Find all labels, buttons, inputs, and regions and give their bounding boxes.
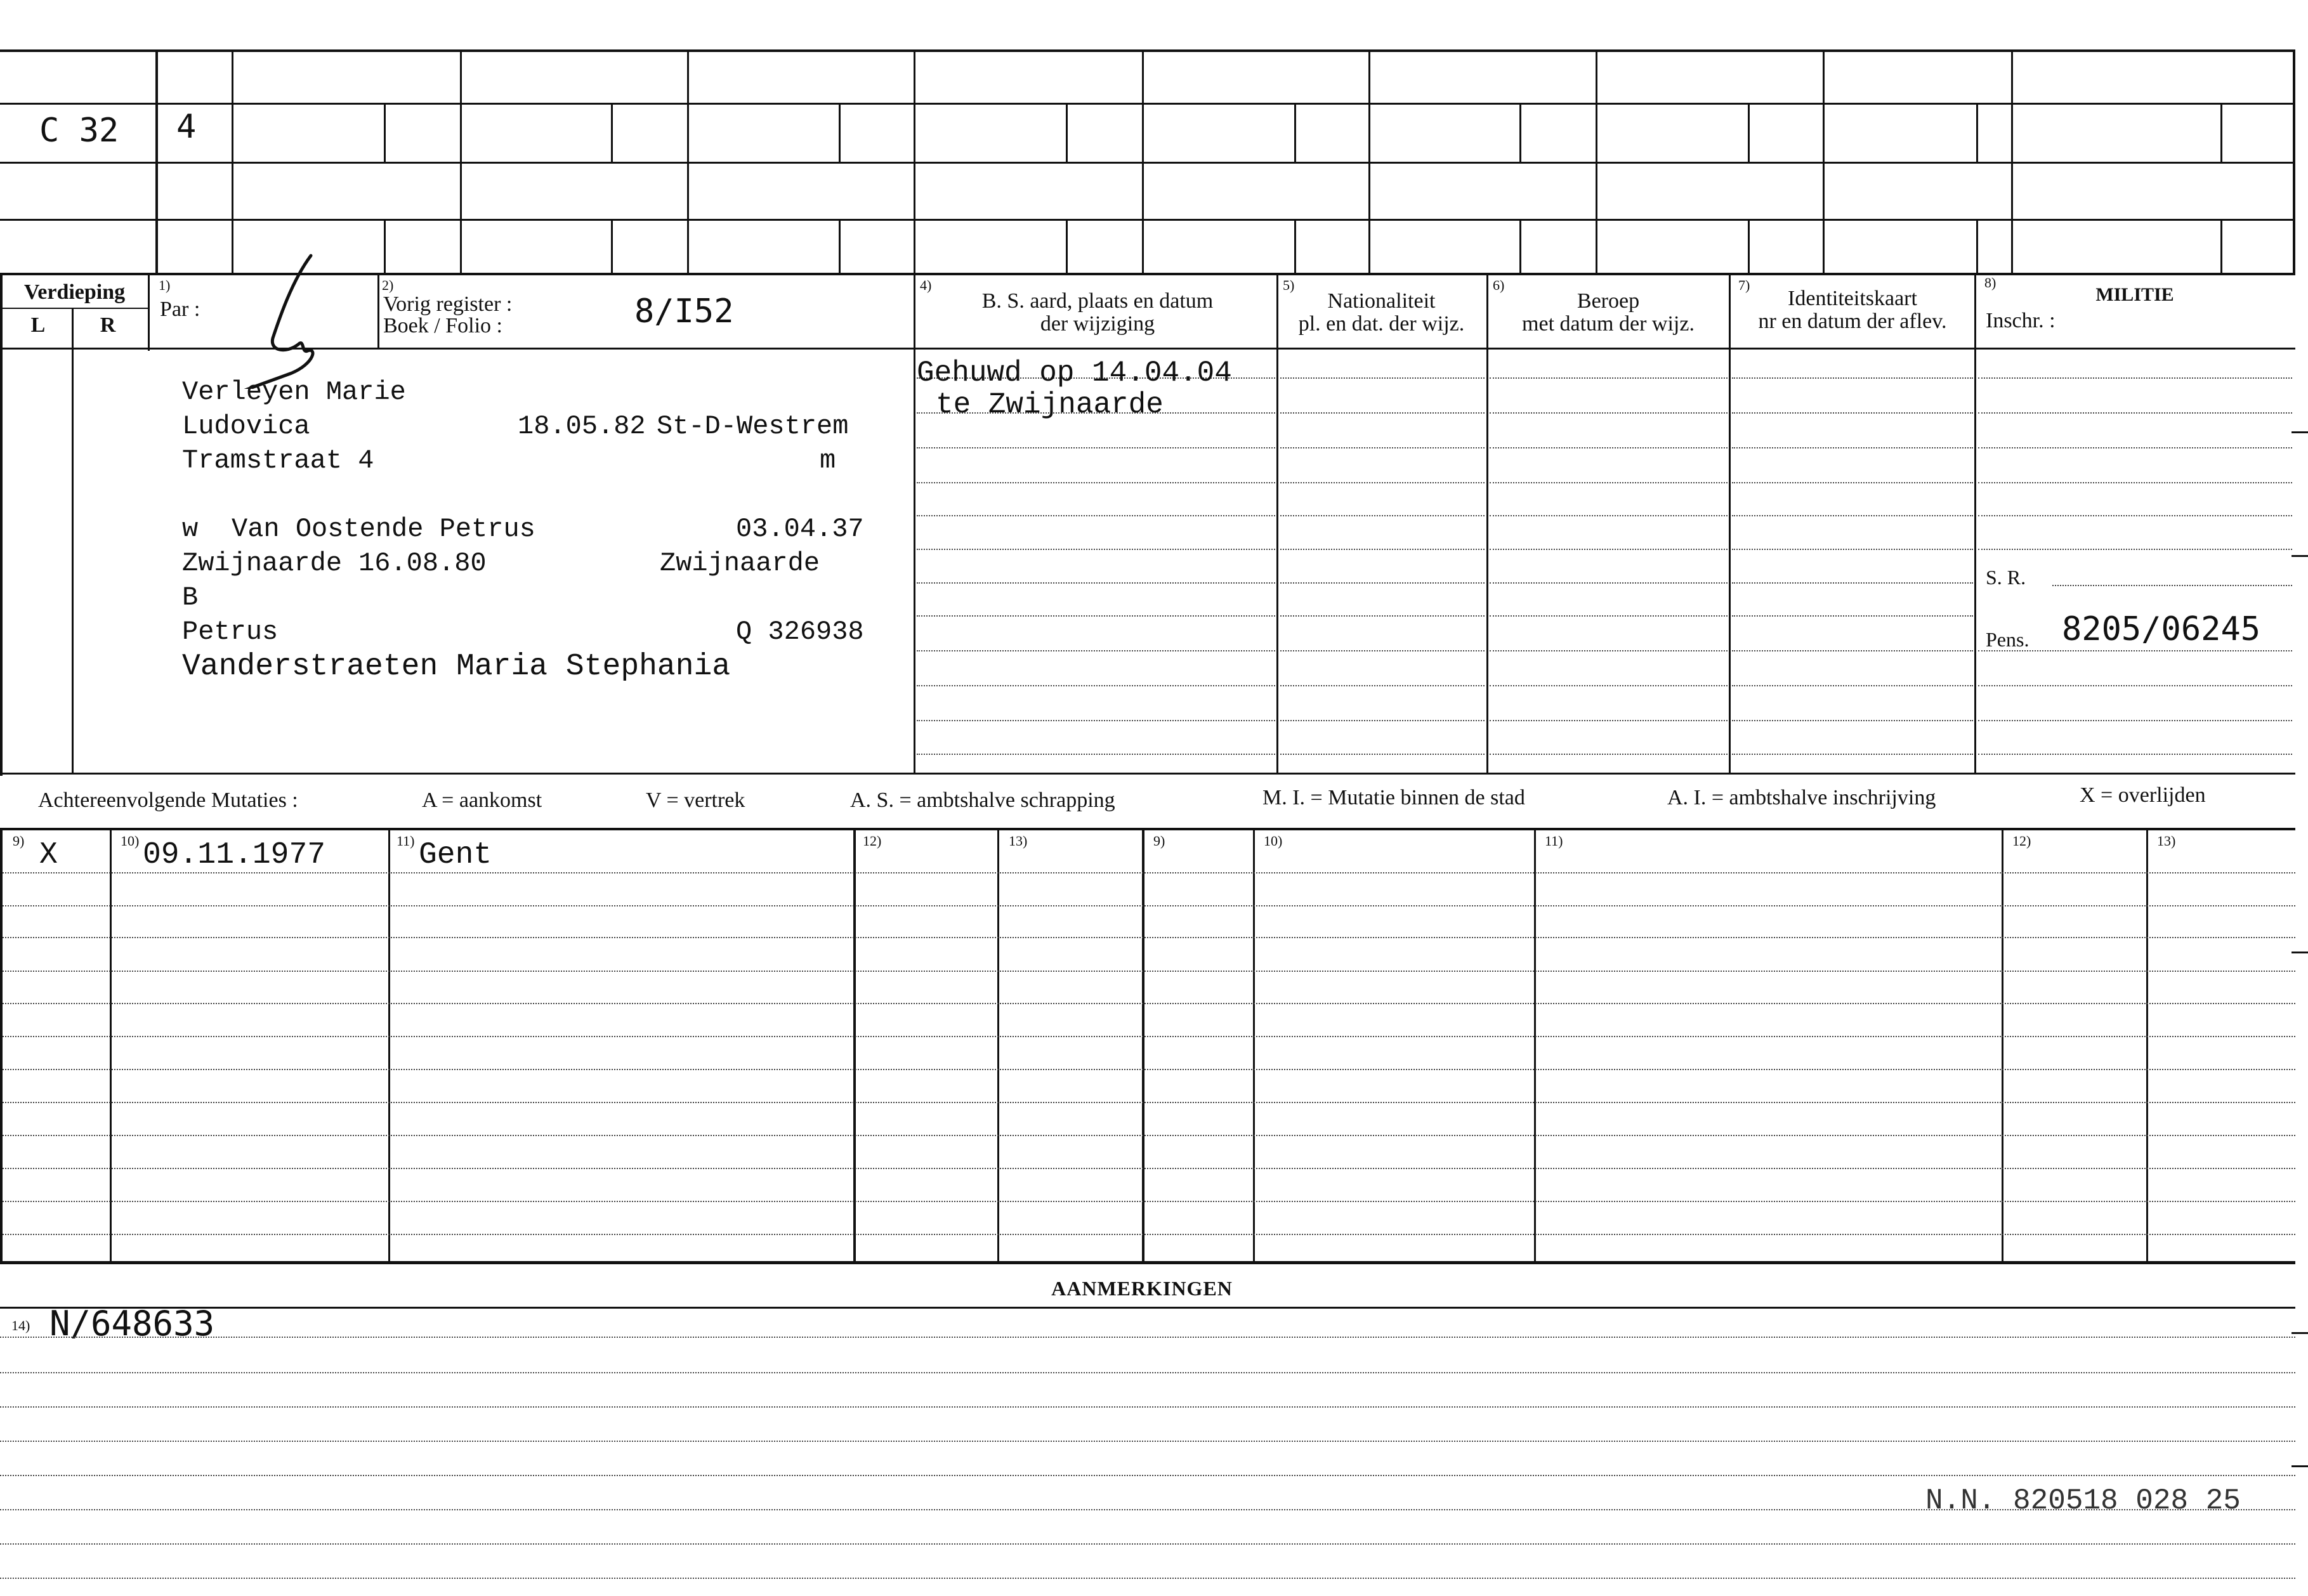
id-header-line1: Identiteitskaart bbox=[1788, 287, 1917, 310]
nat-number: 5) bbox=[1283, 277, 1295, 293]
bs-entry-line2: te Zwijnaarde bbox=[936, 388, 1164, 421]
col-9-left: 9) bbox=[13, 833, 25, 849]
person-birth-date: 18.05.82 bbox=[518, 411, 646, 442]
col-13-left: 13) bbox=[1009, 833, 1028, 849]
spouse-place-2: Zwijnaarde bbox=[660, 548, 820, 579]
national-number: N.N. 820518 028 25 bbox=[1925, 1484, 2241, 1517]
id-number: 7) bbox=[1738, 277, 1750, 293]
militie-header: MILITIE bbox=[2095, 284, 2174, 305]
mutatie-mi: M. I. = Mutatie binnen de stad bbox=[1262, 786, 1525, 809]
father-name: Petrus bbox=[182, 617, 279, 647]
mutation-place: Gent bbox=[419, 838, 492, 872]
id-header-line2: nr en datum der aflev. bbox=[1758, 310, 1947, 333]
remarks-number: 14) bbox=[11, 1318, 30, 1333]
person-street: Tramstraat 4 bbox=[182, 445, 374, 476]
father-code: Q 326938 bbox=[736, 617, 864, 647]
nat-header-line1: Nationaliteit bbox=[1327, 289, 1436, 313]
col-10-right: 10) bbox=[1264, 833, 1283, 849]
bs-entry-line1: Gehuwd op 14.04.04 bbox=[917, 356, 1232, 389]
person-line-6: B bbox=[182, 582, 199, 613]
col-9-right: 9) bbox=[1153, 833, 1165, 849]
mil-number: 8) bbox=[1984, 275, 1997, 291]
bs-header-line1: B. S. aard, plaats en datum bbox=[981, 289, 1214, 313]
mutatie-ai: A. I. = ambtshalve inschrijving bbox=[1667, 786, 1936, 809]
par-number: 1) bbox=[159, 277, 171, 293]
mutations-table bbox=[0, 828, 2308, 1266]
card-number: 4 bbox=[176, 108, 197, 146]
col-12-right: 12) bbox=[2012, 833, 2031, 849]
col-11-left: 11) bbox=[397, 833, 415, 849]
mother-name: Vanderstraeten Maria Stephania bbox=[182, 650, 731, 684]
remarks-title: AANMERKINGEN bbox=[1051, 1277, 1233, 1300]
bs-header-line2: der wijziging bbox=[1040, 312, 1155, 336]
vorig-register-label: Vorig register : bbox=[383, 292, 513, 316]
inschr-label: Inschr. : bbox=[1986, 309, 2056, 332]
verdieping-label: Verdieping bbox=[23, 280, 126, 304]
person-mark: m bbox=[820, 445, 836, 476]
boek-folio-label: Boek / Folio : bbox=[383, 314, 502, 337]
mutatie-v: V = vertrek bbox=[646, 788, 745, 812]
person-line-1: Verleyen Marie bbox=[182, 377, 406, 407]
col-11-right: 11) bbox=[1545, 833, 1563, 849]
pens-value: 8205/06245 bbox=[2062, 610, 2261, 648]
bs-number: 4) bbox=[920, 277, 932, 293]
person-section bbox=[0, 349, 2308, 774]
verdieping-l: L bbox=[30, 313, 46, 337]
mutatie-a: A = aankomst bbox=[422, 788, 542, 812]
vorig-number: 2) bbox=[382, 277, 394, 293]
nat-header-line2: pl. en dat. der wijz. bbox=[1298, 312, 1465, 336]
spouse-birth-date: 03.04.37 bbox=[736, 514, 864, 544]
spouse-place: Zwijnaarde bbox=[182, 548, 343, 579]
mutaties-label: Achtereenvolgende Mutaties : bbox=[38, 788, 298, 812]
mutaties-legend bbox=[0, 777, 2308, 828]
verdieping-r: R bbox=[100, 313, 116, 337]
person-given-name: Ludovica bbox=[182, 411, 310, 442]
remarks-section bbox=[0, 1266, 2308, 1596]
top-grid bbox=[0, 0, 2308, 279]
sr-label: S. R. bbox=[1986, 566, 2026, 589]
spouse-prefix: w bbox=[182, 514, 199, 544]
par-label: Par : bbox=[160, 298, 200, 321]
col-10-left: 10) bbox=[121, 833, 140, 849]
spouse-death-date: 16.08.80 bbox=[358, 548, 487, 579]
beroep-number: 6) bbox=[1493, 277, 1505, 293]
col-12-left: 12) bbox=[863, 833, 882, 849]
person-birth-place: St-D-Westrem bbox=[657, 411, 849, 442]
header-row bbox=[0, 275, 2308, 351]
beroep-header-line1: Beroep bbox=[1577, 289, 1640, 313]
mutatie-x: X = overlijden bbox=[2080, 783, 2206, 807]
beroep-header-line2: met datum der wijz. bbox=[1522, 312, 1695, 336]
card-code: C 32 bbox=[39, 112, 119, 150]
spouse-name: Van Oostende Petrus bbox=[232, 514, 535, 544]
pens-label: Pens. bbox=[1986, 628, 2029, 651]
vorig-register-value: 8/I52 bbox=[634, 292, 734, 330]
mutation-code: X bbox=[39, 838, 58, 872]
remarks-value: N/648633 bbox=[49, 1304, 215, 1344]
mutatie-as: A. S. = ambtshalve schrapping bbox=[850, 788, 1115, 812]
mutation-date: 09.11.1977 bbox=[143, 838, 326, 872]
col-13-right: 13) bbox=[2157, 833, 2176, 849]
